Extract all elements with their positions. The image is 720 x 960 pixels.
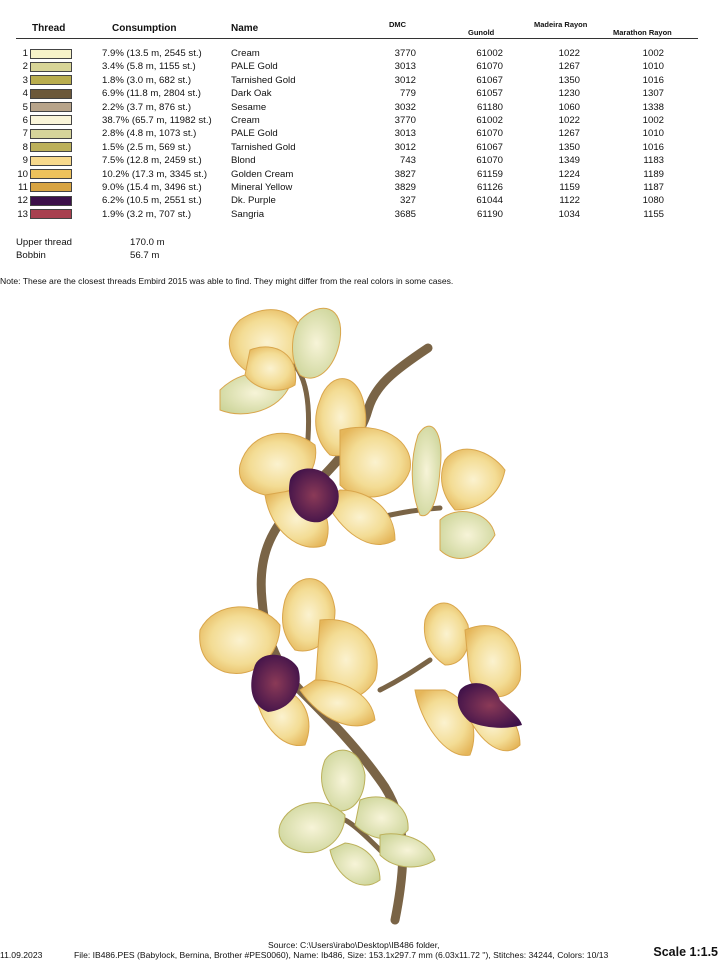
thread-madeira: 1350	[558, 74, 580, 86]
thread-dmc: 3829	[394, 181, 416, 193]
thread-gunold: 61070	[476, 128, 503, 140]
thread-gunold: 61126	[477, 181, 503, 193]
thread-consumption: 6.9% (11.8 m, 2804 st.)	[102, 88, 202, 100]
thread-number: 8	[22, 141, 28, 153]
thread-number: 4	[22, 88, 28, 100]
thread-marathon: 1183	[643, 155, 664, 167]
thread-number: 10	[17, 168, 28, 180]
thread-number: 11	[18, 181, 28, 193]
thread-dmc: 779	[399, 88, 416, 100]
thread-consumption: 38.7% (65.7 m, 11982 st.)	[102, 114, 212, 126]
footer-date: 11.09.2023	[0, 950, 43, 960]
header-madeira: Madeira Rayon	[534, 20, 588, 29]
thread-dmc: 3013	[394, 61, 416, 73]
thread-name: PALE Gold	[231, 128, 278, 140]
thread-consumption: 1.8% (3.0 m, 682 st.)	[102, 74, 192, 86]
flower-middle	[200, 579, 378, 746]
header-consumption: Consumption	[112, 23, 177, 34]
thread-number: 13	[17, 208, 28, 220]
thread-consumption: 7.9% (13.5 m, 2545 st.)	[102, 48, 202, 59]
thread-marathon: 1338	[642, 101, 664, 113]
thread-name: Mineral Yellow	[231, 181, 293, 193]
bobbin-label: Bobbin	[16, 250, 46, 261]
thread-madeira: 1034	[558, 208, 580, 220]
thread-gunold: 61044	[476, 195, 503, 207]
thread-marathon: 1187	[643, 181, 664, 193]
upper-thread-label: Upper thread	[16, 237, 72, 248]
thread-gunold: 61002	[476, 48, 503, 59]
thread-dmc: 3012	[394, 141, 416, 153]
thread-madeira: 1230	[558, 88, 580, 100]
upper-thread-value: 170.0 m	[130, 237, 165, 248]
thread-madeira: 1224	[558, 168, 580, 180]
thread-name: Golden Cream	[231, 168, 294, 180]
thread-name: PALE Gold	[231, 61, 278, 73]
thread-dmc: 327	[399, 195, 416, 207]
thread-marathon: 1010	[642, 61, 664, 73]
footer-scale: Scale 1:1.5	[653, 945, 718, 959]
thread-name: Dark Oak	[231, 88, 272, 100]
thread-marathon: 1189	[643, 168, 664, 180]
thread-marathon: 1002	[642, 48, 664, 59]
thread-number: 3	[22, 74, 28, 86]
thread-dmc: 3827	[394, 168, 416, 180]
thread-dmc: 743	[399, 155, 416, 167]
header-dmc: DMC	[389, 20, 407, 29]
thread-marathon: 1016	[642, 74, 664, 86]
thread-madeira: 1022	[558, 114, 580, 126]
thread-gunold: 61057	[476, 88, 503, 100]
thread-consumption: 9.0% (15.4 m, 3496 st.)	[102, 181, 202, 193]
thread-name: Tarnished Gold	[231, 141, 296, 153]
thread-madeira: 1349	[558, 155, 580, 167]
thread-dmc: 3032	[394, 101, 416, 113]
thread-gunold: 61070	[476, 61, 503, 73]
thread-marathon: 1002	[642, 114, 664, 126]
thread-number: 9	[22, 155, 28, 167]
thread-madeira: 1122	[559, 195, 580, 207]
thread-marathon: 1080	[642, 195, 664, 207]
thread-marathon: 1010	[642, 128, 664, 140]
thread-consumption: 6.2% (10.5 m, 2551 st.)	[102, 195, 202, 207]
thread-number: 5	[22, 101, 28, 113]
thread-dmc: 3013	[394, 128, 416, 140]
thread-name: Cream	[231, 48, 260, 59]
thread-dmc: 3770	[394, 48, 416, 59]
thread-madeira: 1267	[558, 61, 580, 73]
header-thread: Thread	[32, 23, 66, 34]
footer-source: Source: C:\Users\irabo\Desktop\IB486 folder,	[268, 940, 440, 950]
header-name: Name	[231, 23, 259, 34]
thread-gunold: 61180	[477, 101, 503, 113]
thread-gunold: 61070	[476, 155, 503, 167]
note-text: Note: These are the closest threads Embird 2015 was able to find. They might differ from the real colors in some cases.	[0, 276, 454, 286]
thread-number: 7	[22, 128, 28, 140]
thread-gunold: 61067	[476, 141, 503, 153]
thread-marathon: 1155	[643, 208, 664, 220]
thread-consumption: 3.4% (5.8 m, 1155 st.)	[102, 61, 196, 73]
thread-dmc: 3685	[394, 208, 416, 220]
thread-consumption: 1.5% (2.5 m, 569 st.)	[102, 141, 192, 153]
thread-dmc: 3012	[394, 74, 416, 86]
flower-right	[415, 603, 522, 755]
bobbin-value: 56.7 m	[130, 250, 160, 261]
thread-marathon: 1307	[642, 88, 664, 100]
thread-madeira: 1159	[559, 181, 580, 193]
thread-consumption: 1.9% (3.2 m, 707 st.)	[102, 208, 192, 220]
thread-gunold: 61159	[477, 168, 503, 180]
thread-name: Blond	[231, 155, 256, 167]
header-marathon: Marathon Rayon	[613, 28, 672, 37]
flower-right-bud	[412, 426, 505, 558]
thread-number: 2	[22, 61, 28, 73]
thread-name: Dk. Purple	[231, 195, 276, 207]
thread-gunold: 61067	[476, 74, 503, 86]
thread-name: Sangria	[231, 208, 265, 220]
header-gunold: Gunold	[468, 28, 495, 37]
thread-madeira: 1267	[558, 128, 580, 140]
footer-file-info: File: IB486.PES (Babylock, Bernina, Brother #PES0060), Name: Ib486, Size: 153.1x297.7 mm (6.03x11.72 ''), Stitches: 34244, Colors: 10/13	[74, 950, 609, 960]
thread-gunold: 61002	[476, 114, 503, 126]
thread-marathon: 1016	[642, 141, 664, 153]
thread-madeira: 1022	[558, 48, 580, 59]
thread-consumption: 10.2% (17.3 m, 3345 st.)	[102, 168, 208, 180]
thread-consumption: 2.8% (4.8 m, 1073 st.)	[102, 128, 197, 140]
thread-madeira: 1060	[558, 101, 580, 113]
thread-number: 6	[22, 114, 28, 126]
flower-bottom-green	[279, 750, 435, 885]
thread-gunold: 61190	[477, 208, 503, 220]
thread-number: 1	[22, 48, 28, 59]
thread-dmc: 3770	[394, 114, 416, 126]
thread-madeira: 1350	[558, 141, 580, 153]
thread-name: Cream	[231, 114, 260, 126]
thread-name: Tarnished Gold	[231, 74, 296, 86]
thread-consumption: 7.5% (12.8 m, 2459 st.)	[102, 155, 202, 167]
thread-name: Sesame	[231, 101, 267, 113]
thread-consumption: 2.2% (3.7 m, 876 st.)	[102, 101, 192, 113]
thread-number: 12	[17, 195, 28, 207]
